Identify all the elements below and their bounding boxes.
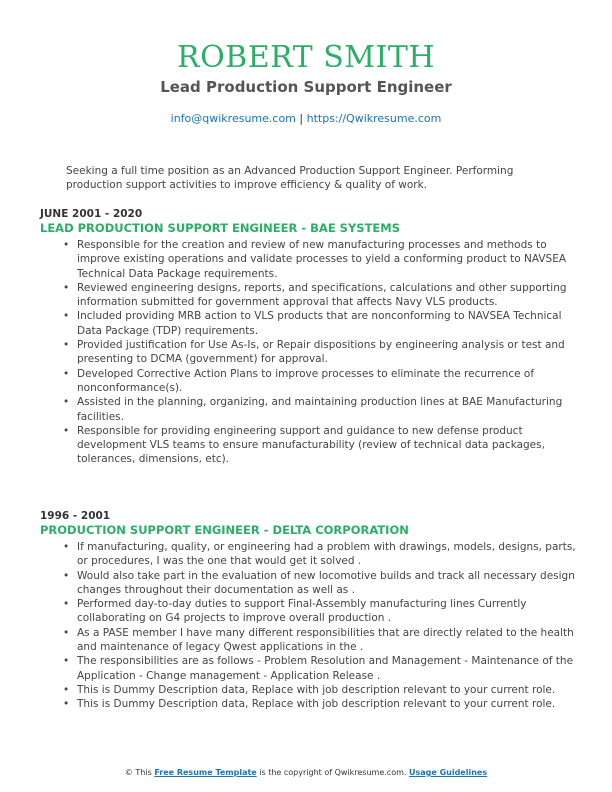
- footer: [0, 768, 612, 777]
- list-item: • Performed day-to-day duties to support Final-Assembly manufacturing lines Currently collaborating on G4 projects to improve overall production .: [77, 597, 580, 626]
- list-item: • Developed Corrective Action Plans to improve processes to eliminate the recurrence of nonconformance(s).: [77, 367, 580, 396]
- job-bullet-list: [40, 238, 580, 467]
- candidate-name: ROBERT SMITH: [176, 40, 436, 75]
- list-item: • Included providing MRB action to VLS products that are nonconforming to NAVSEA Technical Data Package (TDP) requirements.: [77, 309, 580, 338]
- job-role: LEAD PRODUCTION SUPPORT ENGINEER - BAE SYSTEMS: [40, 221, 400, 235]
- list-item: • If manufacturing, quality, or engineering had a problem with drawings, models, designs, parts, or procedures, I was the one that would get it solved .: [77, 540, 580, 569]
- usage-guidelines-link[interactable]: Usage Guidelines: [408, 768, 488, 777]
- list-item: • Provided justification for Use As-Is, or Repair dispositions by engineering analysis or test and presenting to DCMA (government) for approval.: [77, 338, 580, 367]
- job-entry-1: [40, 208, 580, 467]
- list-item: • Responsible for the creation and review of new manufacturing processes and methods to improve existing operations and validate processes to yield a conforming product to NAVSEA Technical Data Package requirements.: [77, 238, 580, 281]
- contact-separator: |: [299, 112, 304, 125]
- footer-copyright-text: is the copyright of Qwikresume.com.: [259, 768, 407, 777]
- job-bullet-list: [40, 540, 580, 712]
- contact-line: [0, 112, 612, 125]
- email-link[interactable]: info@qwikresume.com: [170, 112, 296, 125]
- job-entry-2: [40, 510, 580, 712]
- job-role: PRODUCTION SUPPORT ENGINEER - DELTA CORPORATION: [40, 523, 409, 537]
- job-title: Lead Production Support Engineer: [160, 78, 452, 96]
- summary-text: Seeking a full time position as an Advanced Production Support Engineer. Performing production support activities to improve efficiency & quality of work.: [66, 165, 514, 191]
- job-dates: JUNE 2001 - 2020: [40, 208, 143, 220]
- list-item: • This is Dummy Description data, Replace with job description relevant to your current role.: [77, 697, 580, 711]
- footer-prefix: © This: [124, 768, 152, 777]
- list-item: • The responsibilities are as follows - Problem Resolution and Management - Maintenance of the Application - Change management - Application Release .: [77, 654, 580, 683]
- list-item: • Responsible for providing engineering support and guidance to new defense product development VLS teams to ensure manufacturability (review of technical data packages, tolerances, dimensions, etc).: [77, 424, 580, 467]
- list-item: • Would also take part in the evaluation of new locomotive builds and track all necessary design changes throughout their documentation as well as .: [77, 569, 580, 598]
- website-link[interactable]: https://Qwikresume.com: [306, 112, 442, 125]
- list-item: • Reviewed engineering designs, reports, and specifications, calculations and other supporting information submitted for government approval that affects Navy VLS products.: [77, 281, 580, 310]
- job-dates: 1996 - 2001: [40, 510, 111, 522]
- list-item: • Assisted in the planning, organizing, and maintaining production lines at BAE Manufacturing facilities.: [77, 395, 580, 424]
- free-resume-template-link[interactable]: Free Resume Template: [154, 768, 257, 777]
- list-item: • As a PASE member I have many different responsibilities that are directly related to the health and maintenance of legacy Qwest applications in the .: [77, 626, 580, 655]
- list-item: • This is Dummy Description data, Replace with job description relevant to your current role.: [77, 683, 580, 697]
